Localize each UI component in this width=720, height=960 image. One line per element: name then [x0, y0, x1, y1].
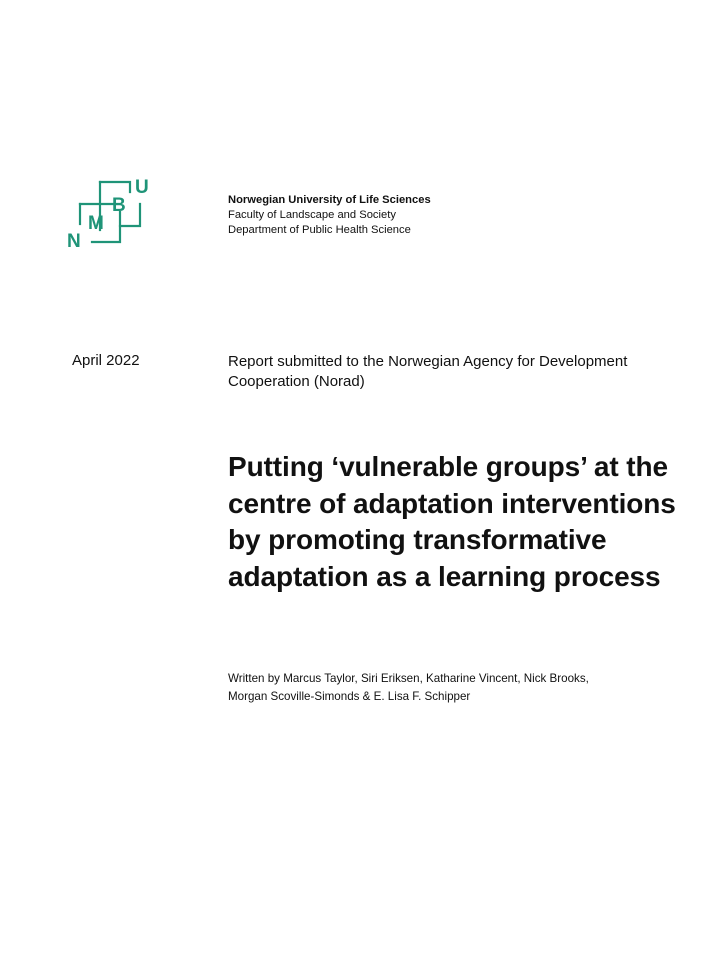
authors-block — [228, 670, 698, 706]
nmbu-logo-mark — [62, 174, 162, 256]
logo-letter-n: N — [67, 231, 81, 252]
report-title: Putting ‘vulnerable groups’ at the centre of adaptation interventions by promoting transformative adaptation as a learning process — [228, 451, 676, 592]
logo-letter-u: U — [135, 177, 149, 198]
submission-statement: Report submitted to the Norwegian Agency for Development Cooperation (Norad) — [228, 353, 628, 390]
institution-block — [228, 193, 431, 238]
logo-letter-b: B — [112, 195, 126, 216]
nmbu-logo — [62, 174, 162, 256]
logo-letter-m: M — [88, 213, 104, 234]
university-name: Norwegian University of Life Sciences — [228, 194, 431, 206]
authors-line-1: Written by Marcus Taylor, Siri Eriksen, Katharine Vincent, Nick Brooks, — [228, 672, 589, 685]
faculty-name: Faculty of Landscape and Society — [228, 209, 396, 221]
authors-line-2: Morgan Scoville-Simonds & E. Lisa F. Schipper — [228, 690, 471, 703]
department-name: Department of Public Health Science — [228, 224, 411, 236]
report-date: April 2022 — [72, 352, 140, 369]
